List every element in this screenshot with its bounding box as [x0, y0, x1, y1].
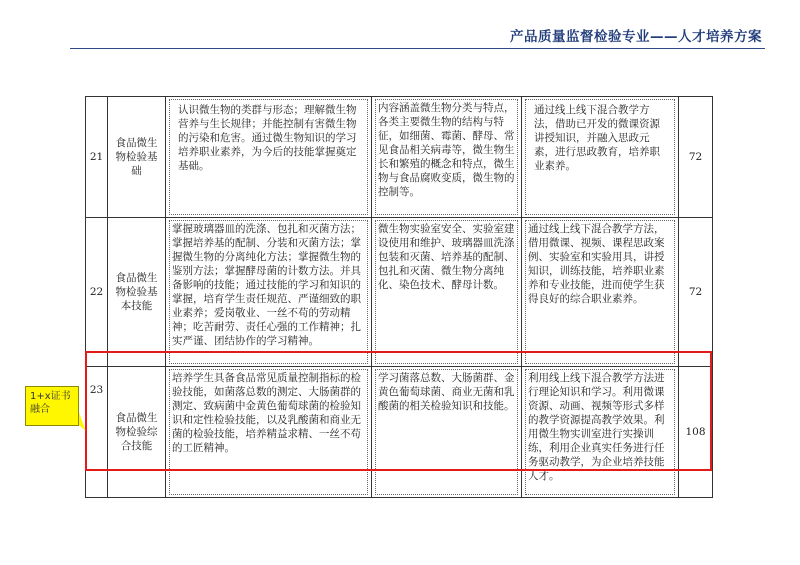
teaching-method-cell: [522, 218, 679, 367]
course-objectives-cell: [166, 367, 372, 498]
course-number: 22: [86, 218, 108, 367]
table-row: [86, 97, 713, 218]
teaching-method: 通过线上线下混合教学方法，借助已开发的微课资源讲授知识，并融入思政元素，进行思政教育，培养职业素养。: [525, 99, 675, 215]
course-content: 内容涵盖微生物分类与特点，各类主要微生物的结构与特征，如细菌、霉菌、酵母、常见食品相关病毒等，微生物生长和繁殖的概念和特点，微生物与食品腐败变质，微生物的控制等。: [375, 99, 518, 215]
table-row: [86, 367, 713, 498]
course-name: 食品微生物检验基础: [108, 97, 166, 218]
curriculum-table: [85, 96, 713, 498]
teaching-method: 通过线上线下混合教学方法，借用微课、视频、课程思政案例、实验室和实验用具，讲授知识，训练技能，培养职业素养和专业技能，进而使学生获得良好的综合职业素养。: [525, 220, 675, 364]
header-divider: [70, 48, 765, 49]
teaching-method-cell: [522, 97, 679, 218]
course-content-cell: [372, 218, 522, 367]
course-hours: 108: [679, 367, 713, 498]
course-objectives-cell: [166, 97, 372, 218]
certificate-callout: 1+x证书融合: [25, 386, 79, 426]
teaching-method: 利用线上线下混合教学方法进行理论知识和学习。利用微课资源、动画、视频等形式多样的教学资源提高教学效果。利用微生物实训室进行实操训练，利用企业真实任务进行任务驱动教学，为企业培养技能人才。: [525, 369, 675, 495]
course-objectives: 认识微生物的类群与形态；理解微生物营养与生长规律；并能控制有害微生物的污染和危害。通过微生物知识的学习培养职业素养，为今后的技能掌握奠定基础。: [169, 99, 368, 215]
course-number: 23: [86, 367, 108, 498]
course-content-cell: [372, 367, 522, 498]
course-name: 食品微生物检验综合技能: [108, 367, 166, 498]
course-objectives: 掌握玻璃器皿的洗涤、包扎和灭菌方法；掌握培养基的配制、分装和灭菌方法；掌握微生物的分离纯化方法；掌握微生物的鉴别方法；掌握酵母菌的计数方法。并具备影响的技能；通过技能的学习和知识的掌握，培育学生责任规范、严谨细致的职业素养；爱岗敬业、一丝不苟的劳动精神；吃苦耐劳、责任心强的工作精神；扎实严谨、团结协作的学习精神。: [169, 220, 368, 364]
course-hours: 72: [679, 218, 713, 367]
teaching-method-cell: [522, 367, 679, 498]
course-name: 食品微生物检验基本技能: [108, 218, 166, 367]
table-row: [86, 218, 713, 367]
page-header-title: 产品质量监督检验专业——人才培养方案: [510, 29, 762, 45]
course-objectives: 培养学生具备食品常见质量控制指标的检验技能，如菌落总数的测定、大肠菌群的测定、致病菌中金黄色葡萄球菌的检验知识和定性检验技能，以及乳酸菌和商业无菌的检验技能，培养精益求精、一丝不苟的工匠精神。: [169, 369, 368, 495]
course-content: 学习菌落总数、大肠菌群、金黄色葡萄球菌、商业无菌和乳酸菌的相关检验知识和技能。: [375, 369, 518, 495]
course-objectives-cell: [166, 218, 372, 367]
course-content-cell: [372, 97, 522, 218]
course-number: 21: [86, 97, 108, 218]
course-hours: 72: [679, 97, 713, 218]
course-content: 微生物实验室安全、实验室建设使用和维护、玻璃器皿洗涤包装和灭菌、培养基的配制、包扎和灭菌、微生物分离纯化、染色技术、酵母计数。: [375, 220, 518, 364]
